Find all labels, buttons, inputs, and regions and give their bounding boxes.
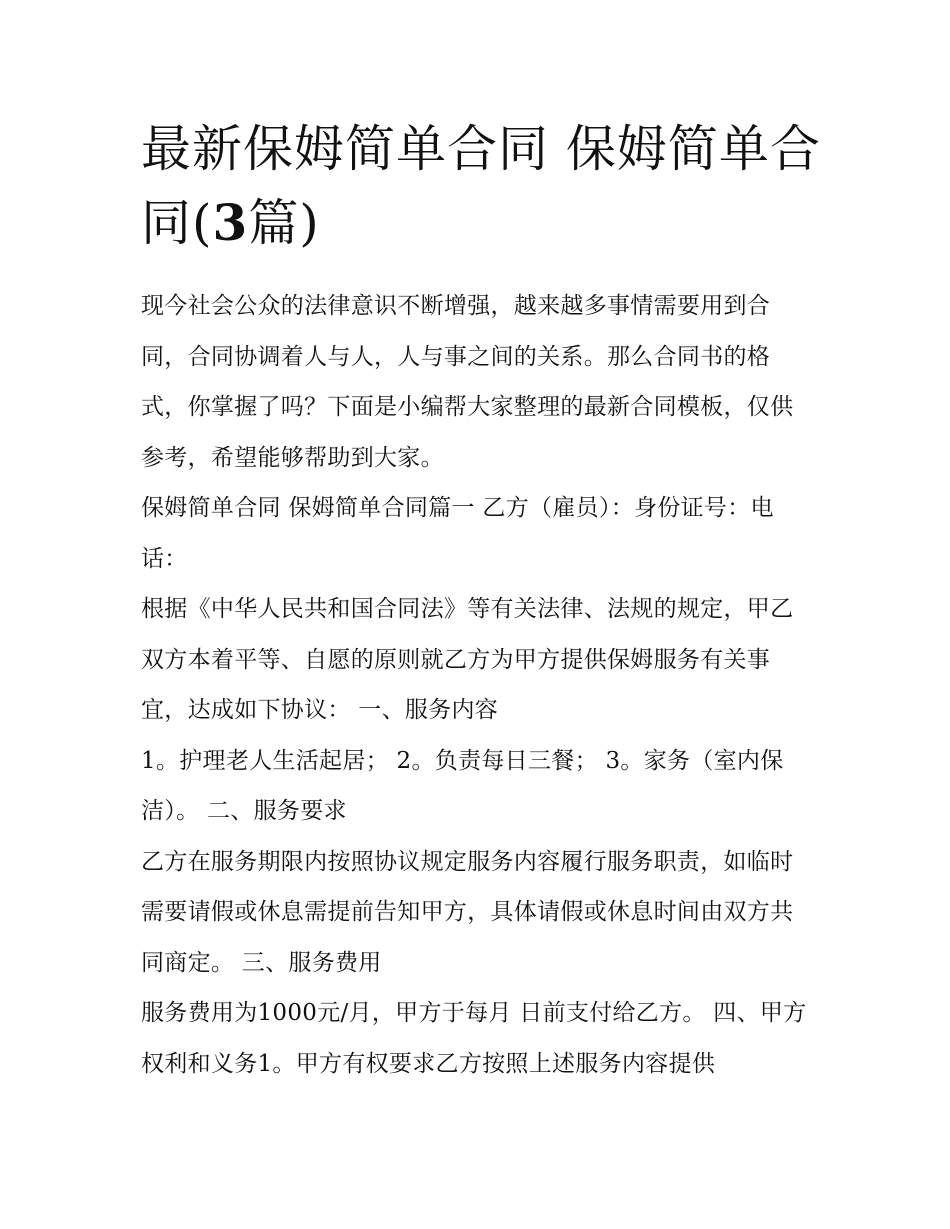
paragraph-service-content: 1。护理老人生活起居； 2。负责每日三餐； 3。家务（室内保洁）。 二、服务要求 (141, 747, 784, 824)
paragraph-intro: 现今社会公众的法律意识不断增强，越来越多事情需要用到合同，合同协调着人与人，人与事之间的关系。那么合同书的格式，你掌握了吗？下面是小编帮大家整理的最新合同模板，仅供参考，希望能够帮助到大家。 (141, 293, 794, 471)
document-title (141, 112, 821, 260)
document-body (141, 281, 813, 1089)
title-text-1: 最新保姆简单合同 保姆简单合同( (141, 120, 821, 252)
paragraph-service-fee: 服务费用为1000元/月，甲方于每月 日前支付给乙方。 四、甲方权利和义务1。甲方有权要求乙方按照上述服务内容提供 (141, 1000, 807, 1077)
paragraph-agreement: 根据《中华人民共和国合同法》等有关法律、法规的规定，甲乙双方本着平等、自愿的原则就乙方为甲方提供保姆服务有关事宜，达成如下协议： 一、服务内容 (141, 596, 794, 723)
paragraph-service-requirements: 乙方在服务期限内按照协议规定服务内容履行服务职责，如临时需要请假或休息需提前告知甲方，具体请假或休息时间由双方共同商定。 三、服务费用 (141, 848, 794, 976)
paragraph-contract-header: 保姆简单合同 保姆简单合同篇一 乙方（雇员）：身份证号：电话： (141, 495, 774, 572)
title-text-2: 篇) (248, 194, 320, 252)
title-number: 3 (212, 193, 249, 252)
